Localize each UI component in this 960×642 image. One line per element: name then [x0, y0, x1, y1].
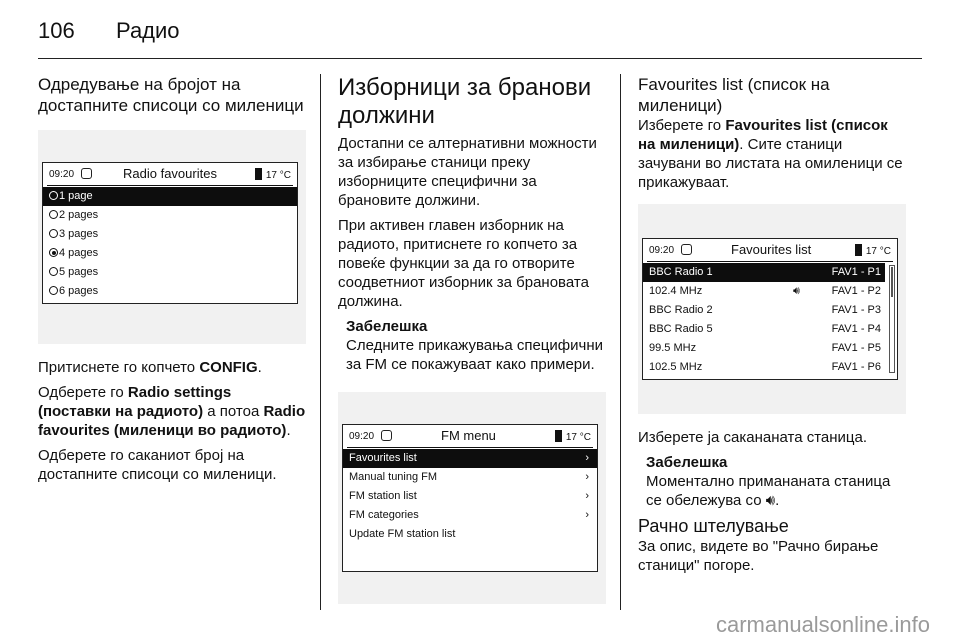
- clock-icon: [81, 168, 92, 179]
- temperature: 17 °C: [555, 430, 591, 443]
- clock-readout: 09:20: [49, 169, 75, 180]
- thermometer-icon: [855, 244, 862, 256]
- list-item[interactable]: 6 pages: [43, 282, 297, 301]
- screenshot-favourites-list: [638, 204, 906, 414]
- radio-icon: [49, 286, 58, 295]
- column-divider: [620, 74, 621, 610]
- header-divider: [38, 58, 922, 59]
- temperature: 17 °C: [255, 168, 291, 181]
- station-row[interactable]: 102.5 MHz FAV1 - P6: [649, 361, 881, 373]
- station-row[interactable]: 99.5 MHz FAV1 - P5: [649, 342, 881, 354]
- menu-item[interactable]: FM station list ›: [343, 487, 597, 506]
- page-section-title: Радио: [116, 18, 180, 43]
- paragraph: За опис, видете во "Рачно бирање станици" погоре.: [638, 538, 879, 574]
- clock-readout: 09:20: [349, 431, 375, 442]
- display-screen: [642, 238, 898, 380]
- radio-selected-icon: [49, 248, 58, 257]
- note-title: Забелешка: [346, 318, 428, 335]
- display-screen: [342, 424, 598, 572]
- station-row[interactable]: BBC Radio 1 FAV1 - P1: [643, 263, 885, 282]
- radio-icon: [49, 267, 58, 276]
- radio-icon: [49, 229, 58, 238]
- column-2: [338, 74, 606, 604]
- section-heading: Изборници за бранови должини: [338, 74, 592, 129]
- clock-icon: [681, 244, 692, 255]
- list-item[interactable]: 5 pages: [43, 263, 297, 282]
- watermark: carmanualsonline.info: [715, 612, 930, 637]
- paragraph: При активен главен изборник на радиото, притиснете го копчето за повеќе функции за да го отворите соодветниот изборник за брановата должина.: [338, 217, 589, 310]
- column-1: [38, 74, 306, 484]
- column-3: [638, 74, 906, 575]
- thermometer-icon: [555, 430, 562, 442]
- paragraph: Изберете го Favourites list (список на миленици). Сите станици зачувани во листата на омиленици се прикажуваат.: [638, 117, 903, 191]
- radio-icon: [49, 191, 58, 200]
- chevron-right-icon: ›: [585, 509, 589, 521]
- radio-icon: [49, 210, 58, 219]
- paragraph: Одберете го саканиот број на достапните списоци со миленици.: [38, 447, 277, 483]
- screen-title: Radio favourites: [123, 166, 217, 181]
- note-title: Забелешка: [646, 454, 728, 471]
- paragraph: Изберете ја сакананата станица.: [638, 429, 868, 446]
- temperature: 17 °C: [855, 244, 891, 257]
- screen-title: FM menu: [441, 428, 496, 443]
- station-row[interactable]: 102.4 MHz 🔊︎ FAV1 - P2: [643, 282, 885, 301]
- screenshot-radio-favourites: [38, 130, 306, 344]
- paragraph: Одберете го Radio settings (поставки на радиото) а потоа Radio favourites (миленици во радиото).: [38, 384, 306, 439]
- screenshot-fm-menu: [338, 392, 606, 604]
- note-text: Моментално примананата станица се обележува со 🔊︎.: [646, 473, 891, 509]
- scrollbar[interactable]: [889, 265, 895, 373]
- list-item[interactable]: 3 pages: [43, 225, 297, 244]
- station-row[interactable]: BBC Radio 5 FAV1 - P4: [649, 323, 881, 335]
- section-heading: Одредување на бројот на достапните списоци со миленици: [38, 75, 304, 115]
- page-header: [38, 18, 922, 60]
- paragraph: Достапни се алтернативни можности за избирање станици преку изборниците специфични за брановите должини.: [338, 135, 597, 209]
- display-screen: [42, 162, 298, 304]
- clock-readout: 09:20: [649, 245, 675, 256]
- list-item[interactable]: 4 pages: [43, 244, 297, 263]
- clock-icon: [381, 430, 392, 441]
- menu-item[interactable]: Favourites list ›: [343, 449, 597, 468]
- chevron-right-icon: ›: [585, 452, 589, 464]
- chevron-right-icon: ›: [585, 471, 589, 483]
- paragraph: Притиснете го копчето CONFIG.: [38, 359, 262, 376]
- note: [346, 317, 606, 374]
- menu-item[interactable]: Update FM station list: [349, 528, 456, 540]
- station-row[interactable]: BBC Radio 2 FAV1 - P3: [649, 304, 881, 316]
- chevron-right-icon: ›: [585, 490, 589, 502]
- section-heading: Рачно штелување: [638, 516, 789, 536]
- list-item[interactable]: 1 page: [43, 187, 297, 206]
- menu-item[interactable]: FM categories ›: [343, 506, 597, 525]
- page-number: 106: [38, 18, 75, 43]
- note: [646, 453, 906, 510]
- list-item[interactable]: 2 pages: [43, 206, 297, 225]
- speaker-icon: 🔊︎: [793, 285, 800, 297]
- screen-title: Favourites list: [731, 242, 812, 257]
- section-heading: Favourites list (список на миленици): [638, 75, 830, 115]
- menu-item[interactable]: Manual tuning FM ›: [343, 468, 597, 487]
- column-divider: [320, 74, 321, 610]
- thermometer-icon: [255, 168, 262, 180]
- note-text: Следните прикажувања специфични за FM се покажуваат како примери.: [346, 337, 603, 373]
